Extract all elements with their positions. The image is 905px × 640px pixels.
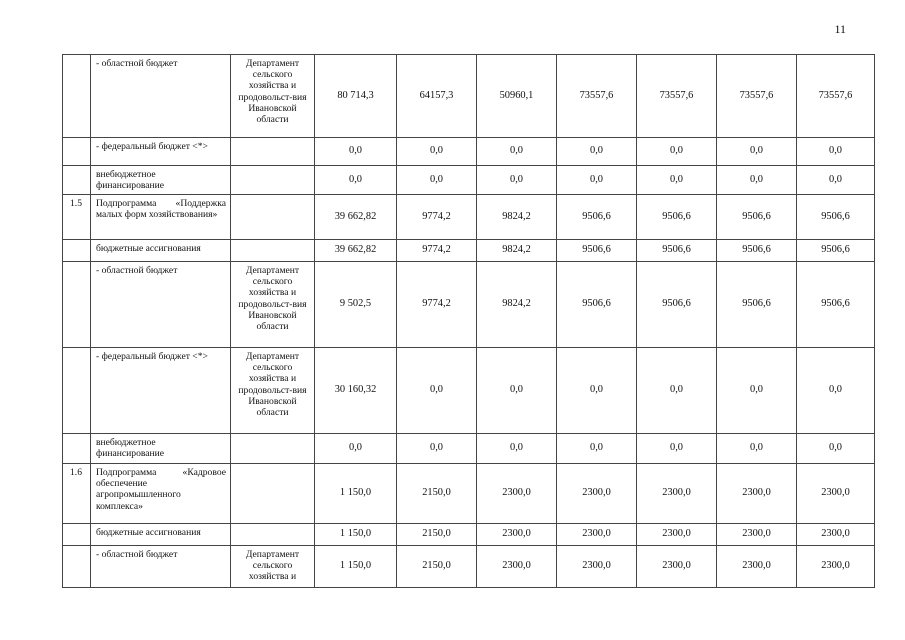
value-cell: 0,0 — [637, 166, 717, 195]
value-cell: 0,0 — [477, 434, 557, 464]
responsible-executor — [231, 195, 315, 240]
responsible-executor — [231, 138, 315, 166]
value-cell: 0,0 — [477, 138, 557, 166]
value-cell: 2300,0 — [717, 464, 797, 524]
row-number: 1.6 — [63, 464, 91, 524]
value-cell: 2300,0 — [637, 464, 717, 524]
row-name: бюджетные ассигнования — [91, 524, 231, 546]
value-cell: 0,0 — [315, 138, 397, 166]
value-cell: 30 160,32 — [315, 348, 397, 434]
value-cell: 2300,0 — [477, 524, 557, 546]
row-number — [63, 434, 91, 464]
responsible-executor: Департамент сельского хозяйства и продовольст-вия Ивановской области — [231, 55, 315, 138]
row-name: - федеральный бюджет <*> — [91, 138, 231, 166]
row-name: Подпрограмма «Поддержка малых форм хозяйствования» — [91, 195, 231, 240]
value-cell: 0,0 — [797, 138, 875, 166]
value-cell: 0,0 — [557, 434, 637, 464]
value-cell: 2300,0 — [797, 546, 875, 588]
row-name: - областной бюджет — [91, 262, 231, 348]
value-cell: 0,0 — [477, 348, 557, 434]
row-number — [63, 55, 91, 138]
responsible-executor — [231, 434, 315, 464]
row-number — [63, 546, 91, 588]
value-cell: 9506,6 — [797, 195, 875, 240]
value-cell: 0,0 — [797, 166, 875, 195]
row-number — [63, 240, 91, 262]
value-cell: 2150,0 — [397, 546, 477, 588]
responsible-executor: Департамент сельского хозяйства и продовольст-вия Ивановской области — [231, 348, 315, 434]
value-cell: 9506,6 — [557, 195, 637, 240]
value-cell: 2300,0 — [557, 524, 637, 546]
value-cell: 9506,6 — [637, 240, 717, 262]
table-row — [63, 195, 875, 240]
value-cell: 0,0 — [637, 348, 717, 434]
value-cell: 2300,0 — [637, 524, 717, 546]
value-cell: 0,0 — [637, 434, 717, 464]
value-cell: 9824,2 — [477, 240, 557, 262]
value-cell: 2300,0 — [477, 464, 557, 524]
value-cell: 9506,6 — [717, 240, 797, 262]
value-cell: 2300,0 — [717, 546, 797, 588]
value-cell: 9506,6 — [797, 262, 875, 348]
value-cell: 9506,6 — [717, 262, 797, 348]
value-cell: 2300,0 — [477, 546, 557, 588]
value-cell: 0,0 — [797, 348, 875, 434]
page-number: 11 — [834, 22, 846, 36]
value-cell: 50960,1 — [477, 55, 557, 138]
value-cell: 2300,0 — [557, 464, 637, 524]
value-cell: 0,0 — [397, 138, 477, 166]
row-number — [63, 262, 91, 348]
table-row — [63, 434, 875, 464]
value-cell: 1 150,0 — [315, 546, 397, 588]
table-row — [63, 348, 875, 434]
responsible-executor: Департамент сельского хозяйства и продовольст-вия Ивановской области — [231, 262, 315, 348]
table-row — [63, 546, 875, 588]
value-cell: 0,0 — [717, 348, 797, 434]
value-cell: 0,0 — [477, 166, 557, 195]
row-number — [63, 138, 91, 166]
value-cell: 0,0 — [557, 138, 637, 166]
value-cell: 9774,2 — [397, 240, 477, 262]
value-cell: 2300,0 — [797, 464, 875, 524]
value-cell: 9506,6 — [717, 195, 797, 240]
row-name: - федеральный бюджет <*> — [91, 348, 231, 434]
value-cell: 0,0 — [315, 166, 397, 195]
responsible-executor — [231, 464, 315, 524]
value-cell: 0,0 — [397, 434, 477, 464]
table-row — [63, 240, 875, 262]
value-cell: 73557,6 — [557, 55, 637, 138]
table-row — [63, 55, 875, 138]
value-cell: 9506,6 — [557, 240, 637, 262]
value-cell: 64157,3 — [397, 55, 477, 138]
table-row — [63, 262, 875, 348]
value-cell: 9824,2 — [477, 262, 557, 348]
value-cell: 0,0 — [637, 138, 717, 166]
value-cell: 73557,6 — [797, 55, 875, 138]
budget-table — [62, 54, 875, 588]
value-cell: 9774,2 — [397, 195, 477, 240]
value-cell: 0,0 — [315, 434, 397, 464]
value-cell: 2300,0 — [557, 546, 637, 588]
value-cell: 9 502,5 — [315, 262, 397, 348]
value-cell: 0,0 — [797, 434, 875, 464]
value-cell: 0,0 — [717, 138, 797, 166]
value-cell: 0,0 — [397, 348, 477, 434]
value-cell: 73557,6 — [637, 55, 717, 138]
value-cell: 0,0 — [557, 166, 637, 195]
value-cell: 9506,6 — [637, 262, 717, 348]
row-name: - областной бюджет — [91, 546, 231, 588]
table-row — [63, 464, 875, 524]
responsible-executor — [231, 524, 315, 546]
value-cell: 9506,6 — [797, 240, 875, 262]
responsible-executor — [231, 166, 315, 195]
value-cell: 39 662,82 — [315, 195, 397, 240]
value-cell: 39 662,82 — [315, 240, 397, 262]
row-name: внебюджетное финансирование — [91, 166, 231, 195]
value-cell: 9506,6 — [637, 195, 717, 240]
value-cell: 1 150,0 — [315, 524, 397, 546]
value-cell: 0,0 — [717, 434, 797, 464]
value-cell: 0,0 — [717, 166, 797, 195]
row-name: - областной бюджет — [91, 55, 231, 138]
row-number: 1.5 — [63, 195, 91, 240]
row-name: бюджетные ассигнования — [91, 240, 231, 262]
table-row — [63, 138, 875, 166]
value-cell: 2150,0 — [397, 464, 477, 524]
row-number — [63, 348, 91, 434]
row-number — [63, 166, 91, 195]
row-number — [63, 524, 91, 546]
value-cell: 0,0 — [397, 166, 477, 195]
responsible-executor — [231, 240, 315, 262]
value-cell: 2300,0 — [797, 524, 875, 546]
value-cell: 9774,2 — [397, 262, 477, 348]
value-cell: 2300,0 — [717, 524, 797, 546]
value-cell: 9506,6 — [557, 262, 637, 348]
table-row — [63, 524, 875, 546]
value-cell: 73557,6 — [717, 55, 797, 138]
value-cell: 1 150,0 — [315, 464, 397, 524]
value-cell: 2150,0 — [397, 524, 477, 546]
table-row — [63, 166, 875, 195]
value-cell: 9824,2 — [477, 195, 557, 240]
row-name: внебюджетное финансирование — [91, 434, 231, 464]
value-cell: 80 714,3 — [315, 55, 397, 138]
value-cell: 0,0 — [557, 348, 637, 434]
responsible-executor: Департамент сельского хозяйства и — [231, 546, 315, 588]
row-name: Подпрограмма «Кадровое обеспечение агропромышленного комплекса» — [91, 464, 231, 524]
value-cell: 2300,0 — [637, 546, 717, 588]
